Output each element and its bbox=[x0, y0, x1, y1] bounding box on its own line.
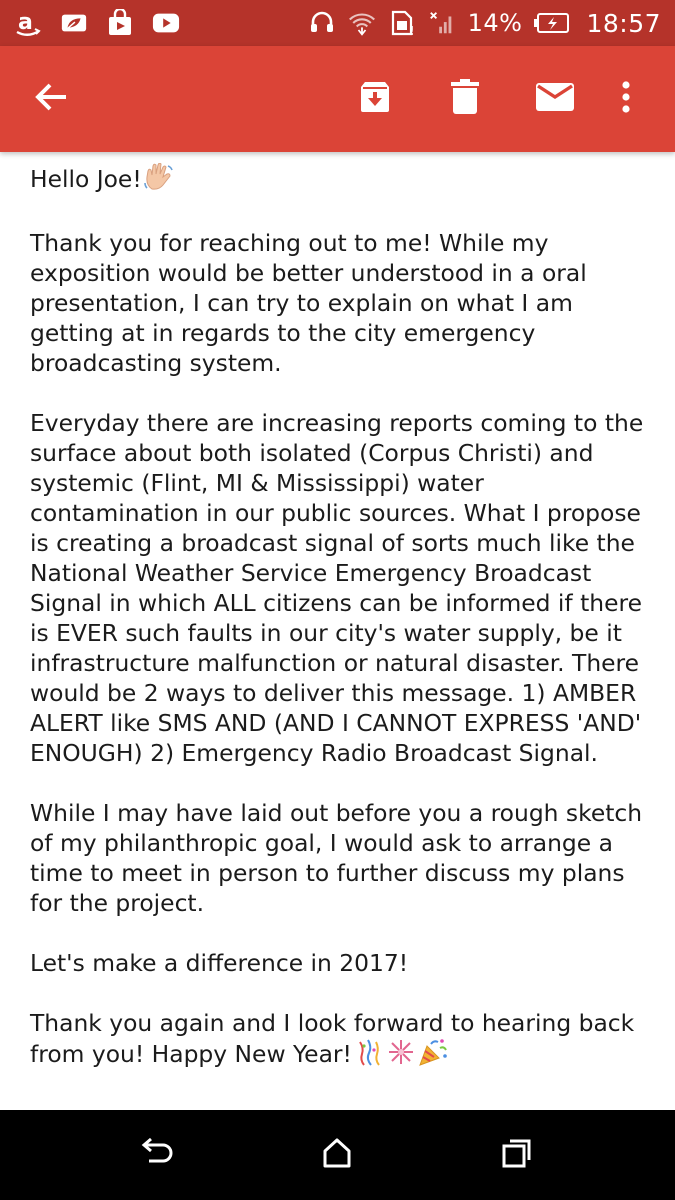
paragraph-1: Thank you for reaching out to me! While my exposition would be better understood in a oral presentation, I can try to explain on what I am getting at in regards to the city emergency broadcasting system. bbox=[30, 229, 587, 377]
svg-text:!: ! bbox=[408, 24, 415, 37]
recents-nav-icon bbox=[501, 1137, 533, 1173]
shopping-bag-icon bbox=[106, 9, 134, 37]
battery-percent: 14% bbox=[467, 9, 523, 37]
home-nav-icon bbox=[321, 1137, 353, 1173]
greeting-paragraph bbox=[30, 163, 650, 198]
nav-recents-button[interactable] bbox=[492, 1132, 542, 1178]
mark-unread-button[interactable] bbox=[530, 74, 580, 124]
party-popper-emoji bbox=[418, 1038, 448, 1073]
youtube-icon bbox=[152, 9, 180, 37]
amazon-icon bbox=[14, 9, 42, 37]
delete-icon bbox=[450, 79, 480, 119]
system-indicators bbox=[308, 9, 661, 38]
back-nav-icon bbox=[139, 1137, 175, 1173]
notification-icons bbox=[14, 9, 180, 37]
paragraph-3: While I may have laid out before you a rough sketch of my philanthropic goal, I would ask to arrange a time to meet in person to further discuss my plans for the project. bbox=[30, 799, 643, 917]
greeting-text: Hello Joe! bbox=[30, 165, 142, 193]
wifi-icon bbox=[348, 9, 376, 37]
status-bar bbox=[0, 0, 675, 46]
app-toolbar bbox=[0, 46, 675, 152]
back-button[interactable] bbox=[26, 74, 76, 124]
nav-home-button[interactable] bbox=[312, 1132, 362, 1178]
email-body bbox=[30, 163, 650, 1073]
leaf-icon bbox=[60, 9, 88, 37]
system-navigation-bar bbox=[0, 1110, 675, 1200]
clock: 18:57 bbox=[586, 8, 661, 38]
fireworks-emoji bbox=[386, 1038, 416, 1073]
closing-text: Thank you again and I look forward to hearing back from you! Happy New Year! bbox=[30, 1009, 635, 1068]
delete-button[interactable] bbox=[440, 74, 490, 124]
archive-button[interactable] bbox=[350, 74, 400, 124]
paragraph-4: Let's make a difference in 2017! bbox=[30, 949, 409, 977]
mark-unread-icon bbox=[535, 82, 575, 116]
sim-card-icon bbox=[388, 9, 416, 37]
battery-icon bbox=[534, 9, 570, 37]
confetti-ball-emoji bbox=[354, 1038, 384, 1073]
back-arrow-icon bbox=[34, 82, 68, 116]
svg-text:a: a bbox=[18, 10, 33, 35]
more-options-button[interactable] bbox=[608, 74, 644, 124]
signal-icon bbox=[428, 9, 456, 37]
more-vert-icon bbox=[621, 81, 631, 117]
waving-hand-emoji bbox=[144, 163, 174, 198]
archive-icon bbox=[357, 79, 393, 119]
headset-icon bbox=[308, 9, 336, 37]
nav-back-button[interactable] bbox=[132, 1132, 182, 1178]
closing-paragraph bbox=[30, 1008, 650, 1073]
paragraph-2: Everyday there are increasing reports coming to the surface about both isolated (Corpus Christi) and systemic (Flint, MI & Mississippi) water contamination in our public sources. What I propose is creating a broadcast signal of sorts much like the National Weather Service Emergency Broadcast Signal in which ALL citizens can be informed if there is EVER such faults in our city's water supply, be it infrastructure malfunction or natural disaster. There would be 2 ways to deliver this message. 1) AMBER ALERT like SMS AND (AND I CANNOT EXPRESS 'AND' ENOUGH) 2) Emergency Radio Broadcast Signal. bbox=[30, 409, 644, 767]
